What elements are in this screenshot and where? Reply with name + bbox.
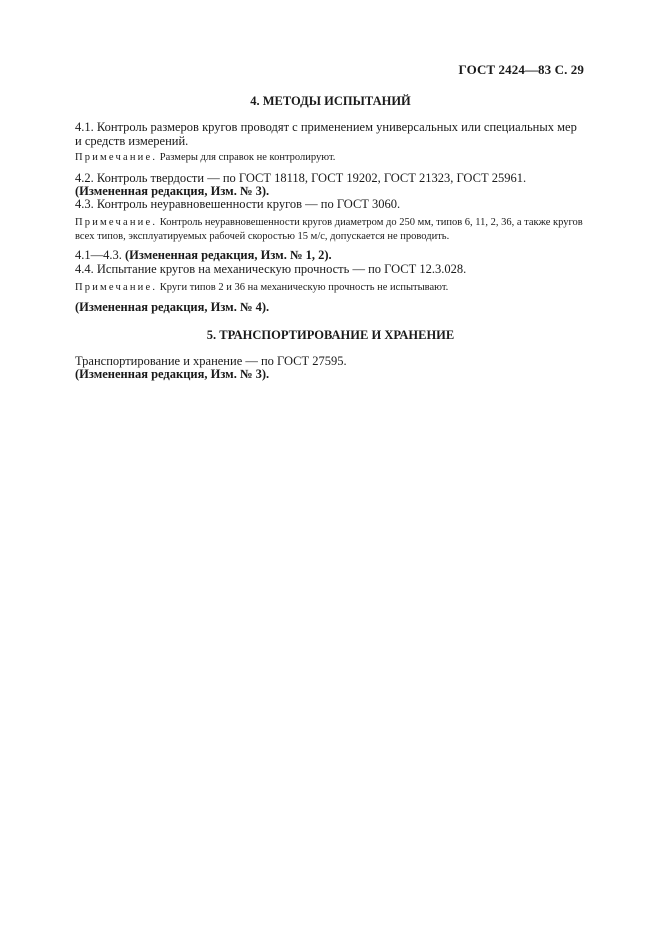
note-1 (75, 151, 585, 165)
note-2 (75, 216, 587, 244)
note-2-text: Контроль неуравновешенности кругов диаметром до 250 мм, типов 6, 11, 2, 36, а также кругов всех типов, эксплуатируемых рабочей скоростью 15 м/с, допускается не проводить. (75, 217, 583, 242)
paragraph-4-3: 4.3. Контроль неуравновешенности кругов — по ГОСТ 3060. (75, 197, 401, 211)
paragraph-4-1-4-3 (75, 248, 585, 262)
paragraph-4-1-4-3-prefix: 4.1—4.3. (75, 248, 125, 262)
note-1-text: Размеры для справок не контролируют. (157, 152, 336, 163)
note-3-label: Примечание. (75, 282, 158, 293)
paragraph-4-1 (75, 120, 585, 148)
note-3-text: Круги типов 2 и 36 на механическую прочность не испытывают. (157, 282, 449, 293)
section-5-title: 5. ТРАНСПОРТИРОВАНИЕ И ХРАНЕНИЕ (206, 328, 455, 342)
section-4-title: 4. МЕТОДЫ ИСПЫТАНИЙ (250, 94, 411, 108)
paragraph-4-1-text: 4.1. Контроль размеров кругов проводят с применением универсальных или специальных мер и средств измерений. (75, 120, 577, 148)
paragraph-4-2-amendment: (Измененная редакция, Изм. № 3). (75, 184, 270, 198)
page-header: ГОСТ 2424—83 С. 29 (458, 62, 584, 77)
note-2-label: Примечание. (75, 217, 158, 228)
note-3 (75, 281, 585, 295)
note-1-label: Примечание. (75, 152, 158, 163)
paragraph-4-2: 4.2. Контроль твердости — по ГОСТ 18118, ГОСТ 19202, ГОСТ 21323, ГОСТ 25961. (75, 171, 527, 185)
paragraph-5-1: Транспортирование и хранение — по ГОСТ 27595. (75, 354, 347, 368)
paragraph-4-4: 4.4. Испытание кругов на механическую прочность — по ГОСТ 12.3.028. (75, 262, 467, 276)
amendment-4: (Измененная редакция, Изм. № 4). (75, 300, 270, 314)
paragraph-5-amendment: (Измененная редакция, Изм. № 3). (75, 367, 270, 381)
paragraph-4-1-4-3-amendment: (Измененная редакция, Изм. № 1, 2). (125, 248, 332, 262)
